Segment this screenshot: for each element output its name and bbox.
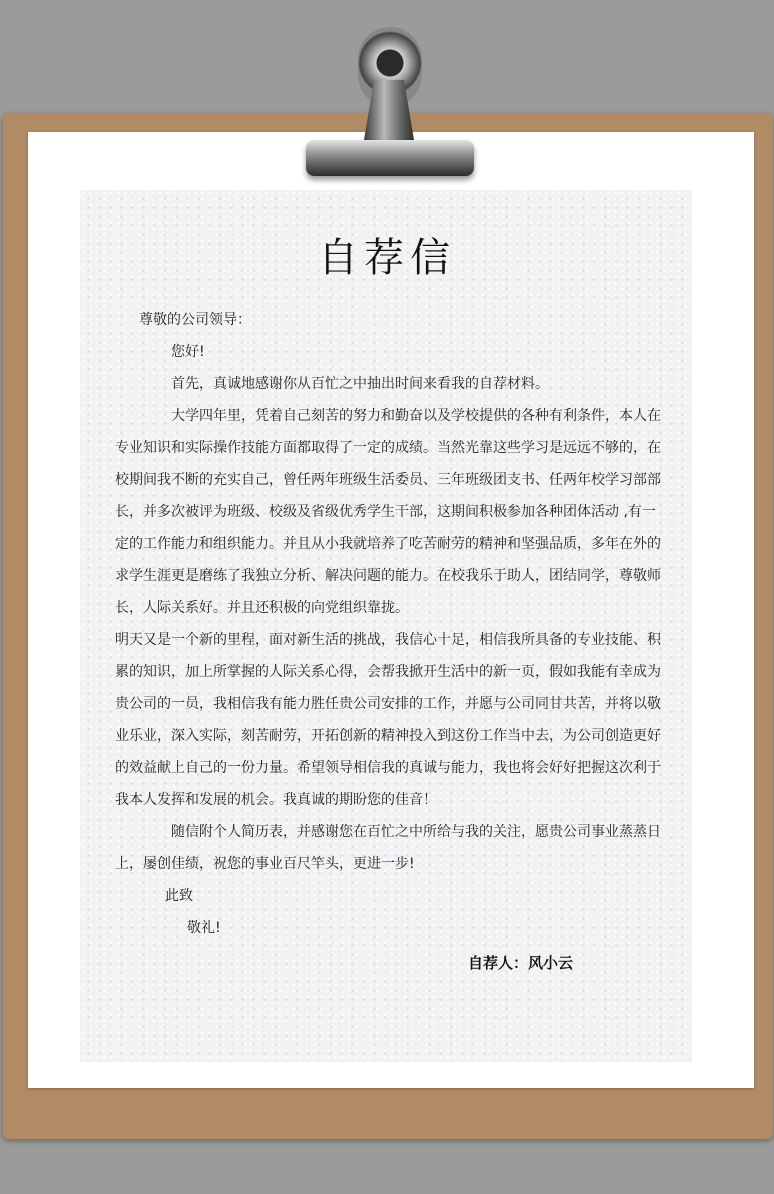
letter-paragraph-2: 大学四年里，凭着自己刻苦的努力和勤奋以及学校提供的各种有利条件，本人在专业知识和实际操作技能方面都取得了一定的成绩。当然光靠这些学习是远远不够的，在校期间我不断的充实自己，曾任两年班级生活委员、三年班级团支书、任两年校学习部部长，并多次被评为班级、校级及省级优秀学生干部，这期间积极参加各种团体活动 ,有一定的工作能力和组织能力。并且从小我就培养了吃苦耐劳的精神和坚强品质，多年在外的求学生涯更是磨练了我独立分析、解决问题的能力。在校我乐于助人，团结同学，尊敬师长，人际关系好。并且还积极的向党组织靠拢。	[115, 408, 661, 616]
letter-closing-cizhi: 此致	[165, 888, 193, 904]
letter-paragraph-4: 随信附个人简历表，并感谢您在百忙之中所给与我的关注，愿贵公司事业蒸蒸日上，屡创佳绩，祝您的事业百尺竿头，更进一步!	[115, 824, 661, 872]
letter-greeting: 您好!	[171, 344, 205, 360]
letter-salutation: 尊敬的公司领导：	[139, 312, 251, 328]
letter-title: 自荐信	[318, 235, 456, 281]
letter-body	[115, 304, 663, 944]
letter-paragraph-1: 首先，真诚地感谢你从百忙之中抽出时间来看我的自荐材料。	[171, 376, 549, 392]
letter-signature: 自荐人：风小云	[468, 954, 574, 972]
letter-closing-jingli: 敬礼!	[187, 920, 221, 936]
letter-paragraph-3: 明天又是一个新的里程，面对新生活的挑战，我信心十足，相信我所具备的专业技能、积累的知识，加上所掌握的人际关系心得，会帮我掀开生活中的新一页，假如我能有幸成为贵公司的一员，我相信我有能力胜任贵公司安排的工作，并愿与公司同甘共苦，并将以敬业乐业，深入实际，刻苦耐劳，开拓创新的精神投入到这份工作当中去，为公司创造更好的效益献上自己的一份力量。希望领导相信我的真诚与能力，我也将会好好把握这次利于我本人发挥和发展的机会。我真诚的期盼您的佳音！	[115, 632, 661, 808]
binder-clip-plate-icon	[306, 140, 474, 176]
